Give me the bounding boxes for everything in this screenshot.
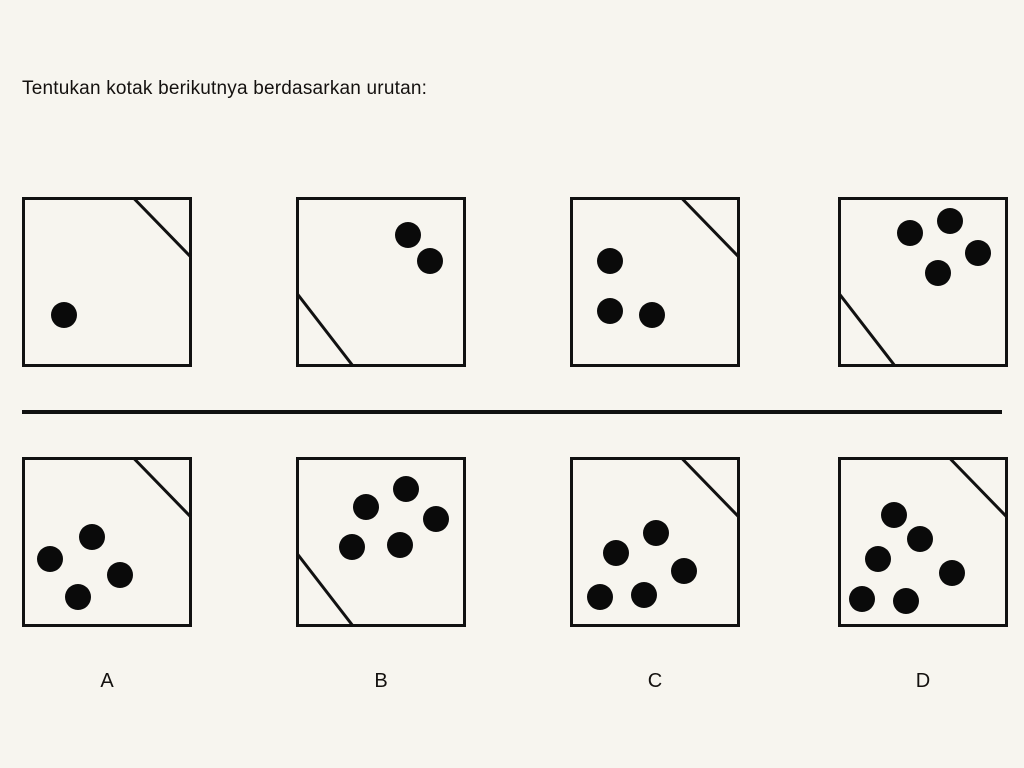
section-divider [22, 410, 1002, 414]
corner-diagonal-bottom-left [296, 292, 354, 367]
sequence-panel-4 [838, 197, 1008, 367]
dot [631, 582, 657, 608]
option-label-C: C [647, 670, 663, 692]
dot [79, 524, 105, 550]
dot [893, 588, 919, 614]
sequence-panel-2 [296, 197, 466, 367]
panel-border [298, 459, 465, 626]
dot [897, 220, 923, 246]
dot [51, 302, 77, 328]
option-label-A: A [100, 670, 114, 692]
dot [395, 222, 421, 248]
panel-border [24, 459, 191, 626]
dot [671, 558, 697, 584]
dot [849, 586, 875, 612]
panel-border [24, 199, 191, 366]
dot [925, 260, 951, 286]
dot [393, 476, 419, 502]
corner-diagonal-top-right [949, 457, 1009, 518]
dot [865, 546, 891, 572]
dot [107, 562, 133, 588]
dot [339, 534, 365, 560]
corner-diagonal-top-right [133, 197, 193, 258]
panel-border [572, 199, 739, 366]
options-row [0, 457, 1024, 627]
option-panel-C[interactable] [570, 457, 740, 627]
dot [65, 584, 91, 610]
dot [965, 240, 991, 266]
dot [639, 302, 665, 328]
panel-border [840, 199, 1007, 366]
dot [939, 560, 965, 586]
dot [587, 584, 613, 610]
dot [603, 540, 629, 566]
question-prompt: Tentukan kotak berikutnya berdasarkan urutan: [22, 78, 428, 99]
dot [643, 520, 669, 546]
corner-diagonal-top-right [681, 197, 741, 258]
dot [597, 248, 623, 274]
dot [353, 494, 379, 520]
corner-diagonal-top-right [133, 457, 193, 518]
corner-diagonal-bottom-left [296, 552, 354, 627]
panel-border [298, 199, 465, 366]
option-label-D: D [915, 670, 931, 692]
dot [597, 298, 623, 324]
dot [881, 502, 907, 528]
sequence-panel-1 [22, 197, 192, 367]
dot [37, 546, 63, 572]
option-panel-A[interactable] [22, 457, 192, 627]
dot [937, 208, 963, 234]
option-panel-B[interactable] [296, 457, 466, 627]
corner-diagonal-bottom-left [838, 292, 896, 367]
dot [907, 526, 933, 552]
dot [423, 506, 449, 532]
sequence-row [0, 197, 1024, 367]
option-label-B: B [374, 670, 388, 692]
option-panel-D[interactable] [838, 457, 1008, 627]
corner-diagonal-top-right [681, 457, 741, 518]
dot [417, 248, 443, 274]
sequence-panel-3 [570, 197, 740, 367]
dot [387, 532, 413, 558]
